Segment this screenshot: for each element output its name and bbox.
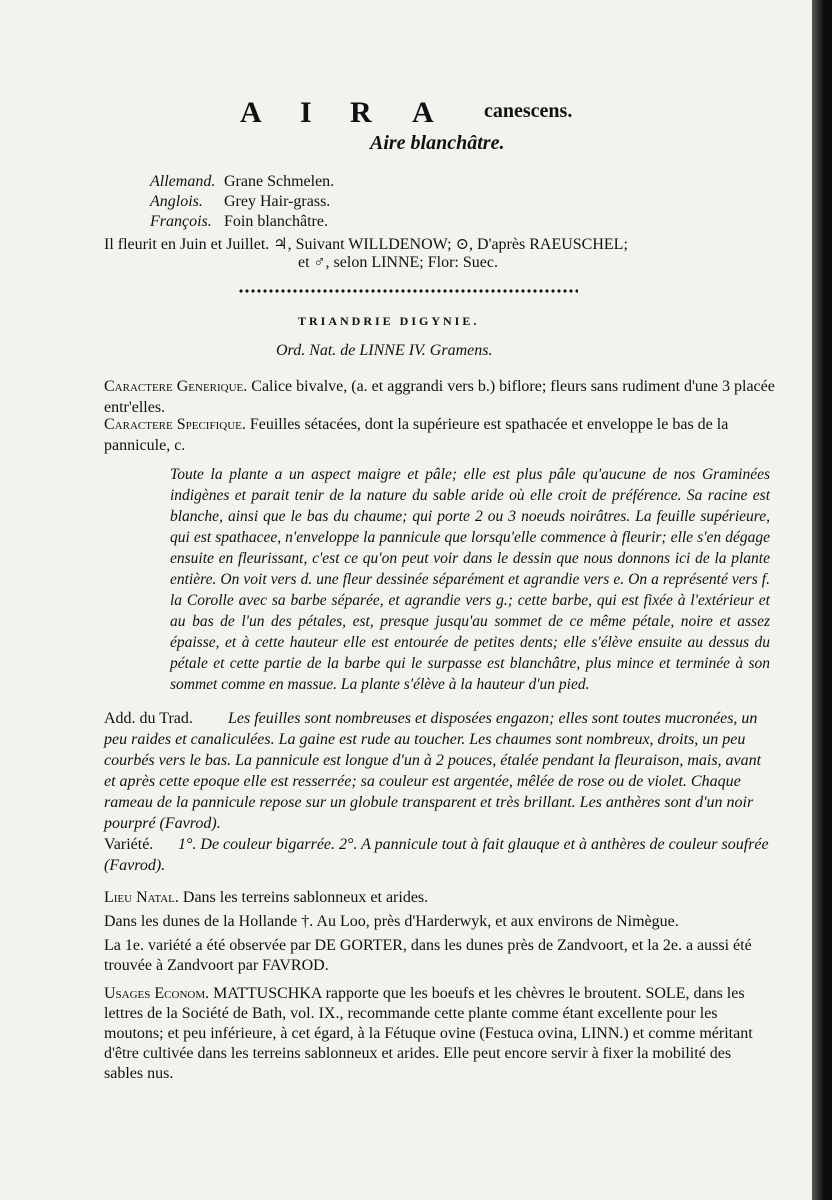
genus-letter-3: R (350, 96, 374, 129)
vernacular-value: Grane Schmelen. (224, 173, 335, 190)
native-line-2: Dans les dunes de la Hollande †. Au Loo, près d'Harderwyk, et aux environs de Nimègue. (104, 913, 679, 930)
generic-text: Calice bivalve, (a. et aggrandi vers b.) biflore; fleurs sans rudiment d'une 3 placée entr'elles. (104, 378, 775, 416)
variety (104, 834, 770, 876)
addition-text: Les feuilles sont nombreuses et disposées engazon; elles sont toutes mucronées, un peu raides et canaliculées. La gaine est rude au toucher. Les chaumes sont nombreux, droits, un peu courbés vers le bas. La pannicule est longue d'un à 2 pouces, étalée pendant la fleuraison, mais, avant et après cette epoque elle est resserrée; sa couleur est argentée, mêlée de rose ou de violet. Chaque rameau de la pannicule repose sur un globule transparent et très brillant. Les anthères sont d'un noir pourpré (Favrod). (104, 710, 762, 832)
vernacular-list (150, 172, 334, 232)
dotted-divider (238, 288, 578, 294)
generic-label: Caractere Generique. (104, 378, 248, 395)
economic-uses (104, 984, 770, 1084)
addition-label: Add. du Trad. (104, 710, 193, 727)
vernacular-item-english (150, 192, 334, 212)
specific-text: Feuilles sétacées, dont la supérieure est spathacée et enveloppe le bas de la pannicule, c. (104, 416, 729, 454)
usages-text: MATTUSCHKA rapporte que les boeufs et les chèvres le broutent. SOLE, dans les lettres de la Société de Bath, vol. IX., recommande cette plante comme étant excellente pour les moutons; et peu inférieure, à cet égard, à la Fétuque ovine (Festuca ovina, LINN.) et comme méritant d'être cultivée dans les terreins sablonneux et arides. Elle peut encore servir à fixer la mobilité des sables nus. (104, 985, 753, 1082)
vernacular-lang: Allemand. (150, 173, 216, 190)
specific-label: Caractere Specifique. (104, 416, 246, 433)
vernacular-item-french (150, 212, 334, 232)
native-line-3: La 1e. variété a été observée par DE GORTER, dans les dunes près de Zandvoort, et la 2e. a aussi été trouvée à Zandvoort par FAVROD. (104, 937, 752, 974)
usages-label: Usages Econom. (104, 985, 210, 1002)
flowering-line-1: Il fleurit en Juin et Juillet. ♃, Suivant WILLDENOW; ⊙, D'après RAEUSCHEL; (104, 236, 628, 253)
specific-character (104, 414, 794, 456)
vernacular-lang: Anglois. (150, 193, 203, 210)
scan-edge (812, 0, 832, 1200)
genus-letter-1: A (240, 96, 264, 129)
vernacular-value: Foin blanchâtre. (224, 213, 328, 230)
french-name: Aire blanchâtre. (370, 132, 505, 154)
variety-label: Variété. (104, 836, 154, 853)
generic-character (104, 376, 794, 418)
native-line-1 (104, 888, 770, 908)
genus-letter-2: I (300, 96, 314, 129)
plant-description: Toute la plante a un aspect maigre et pâle; elle est plus pâle qu'aucune de nos Graminées indigènes et parait tenir de la nature du sable aride où elle croit de préférence. Sa racine est blanche, ainsi que le bas du chaume; qui porte 2 ou 3 noeuds noirâtres. La feuille supérieure, qui est spathacee, n'enveloppe la pannicule que lorsqu'elle commence à fleurir; elle s'en dégage ensuite en fleurissant, c'est ce qu'on peut voir dans le dessin que nous donnons ici de la plante entière. On voit vers d. une fleur dessinée séparément et agrandie vers e. On a représenté vers f. la Corolle avec sa barbe séparée, et agrandie vers g.; cette barbe, qui est fixée à l'extérieur et au bas de l'un des pétales, est, presque jusqu'au sommet de ce même pétale, noire et assez épaisse, et à cette hauteur elle est entourée de petites dents; elle s'élève ensuite au dessus du pétale et cette partie de la barbe qui le surpasse est blanchâtre, plus mince et terminée à son sommet comme en massue. La plante s'élève à la hauteur d'un pied. (170, 466, 770, 693)
native-text-1: Dans les terreins sablonneux et arides. (182, 889, 429, 906)
variety-text: 1°. De couleur bigarrée. 2°. A pannicule tout à fait glauque et à anthères de couleur soufrée (Favrod). (104, 836, 769, 874)
native-place (104, 888, 770, 976)
flowering-line-2: et ♂, selon LINNE; Flor: Suec. (298, 254, 498, 271)
vernacular-value: Grey Hair-grass. (224, 193, 331, 210)
class-heading: TRIANDRIE DIGYNIE. (298, 314, 480, 328)
native-label: Lieu Natal. (104, 889, 179, 906)
natural-order: Ord. Nat. de LINNE IV. Gramens. (276, 342, 493, 359)
translator-addition (104, 708, 770, 834)
genus-letter-4: A (412, 96, 436, 129)
vernacular-lang: François. (150, 213, 212, 230)
species-name: canescens. (484, 100, 573, 122)
vernacular-item-german (150, 172, 334, 192)
